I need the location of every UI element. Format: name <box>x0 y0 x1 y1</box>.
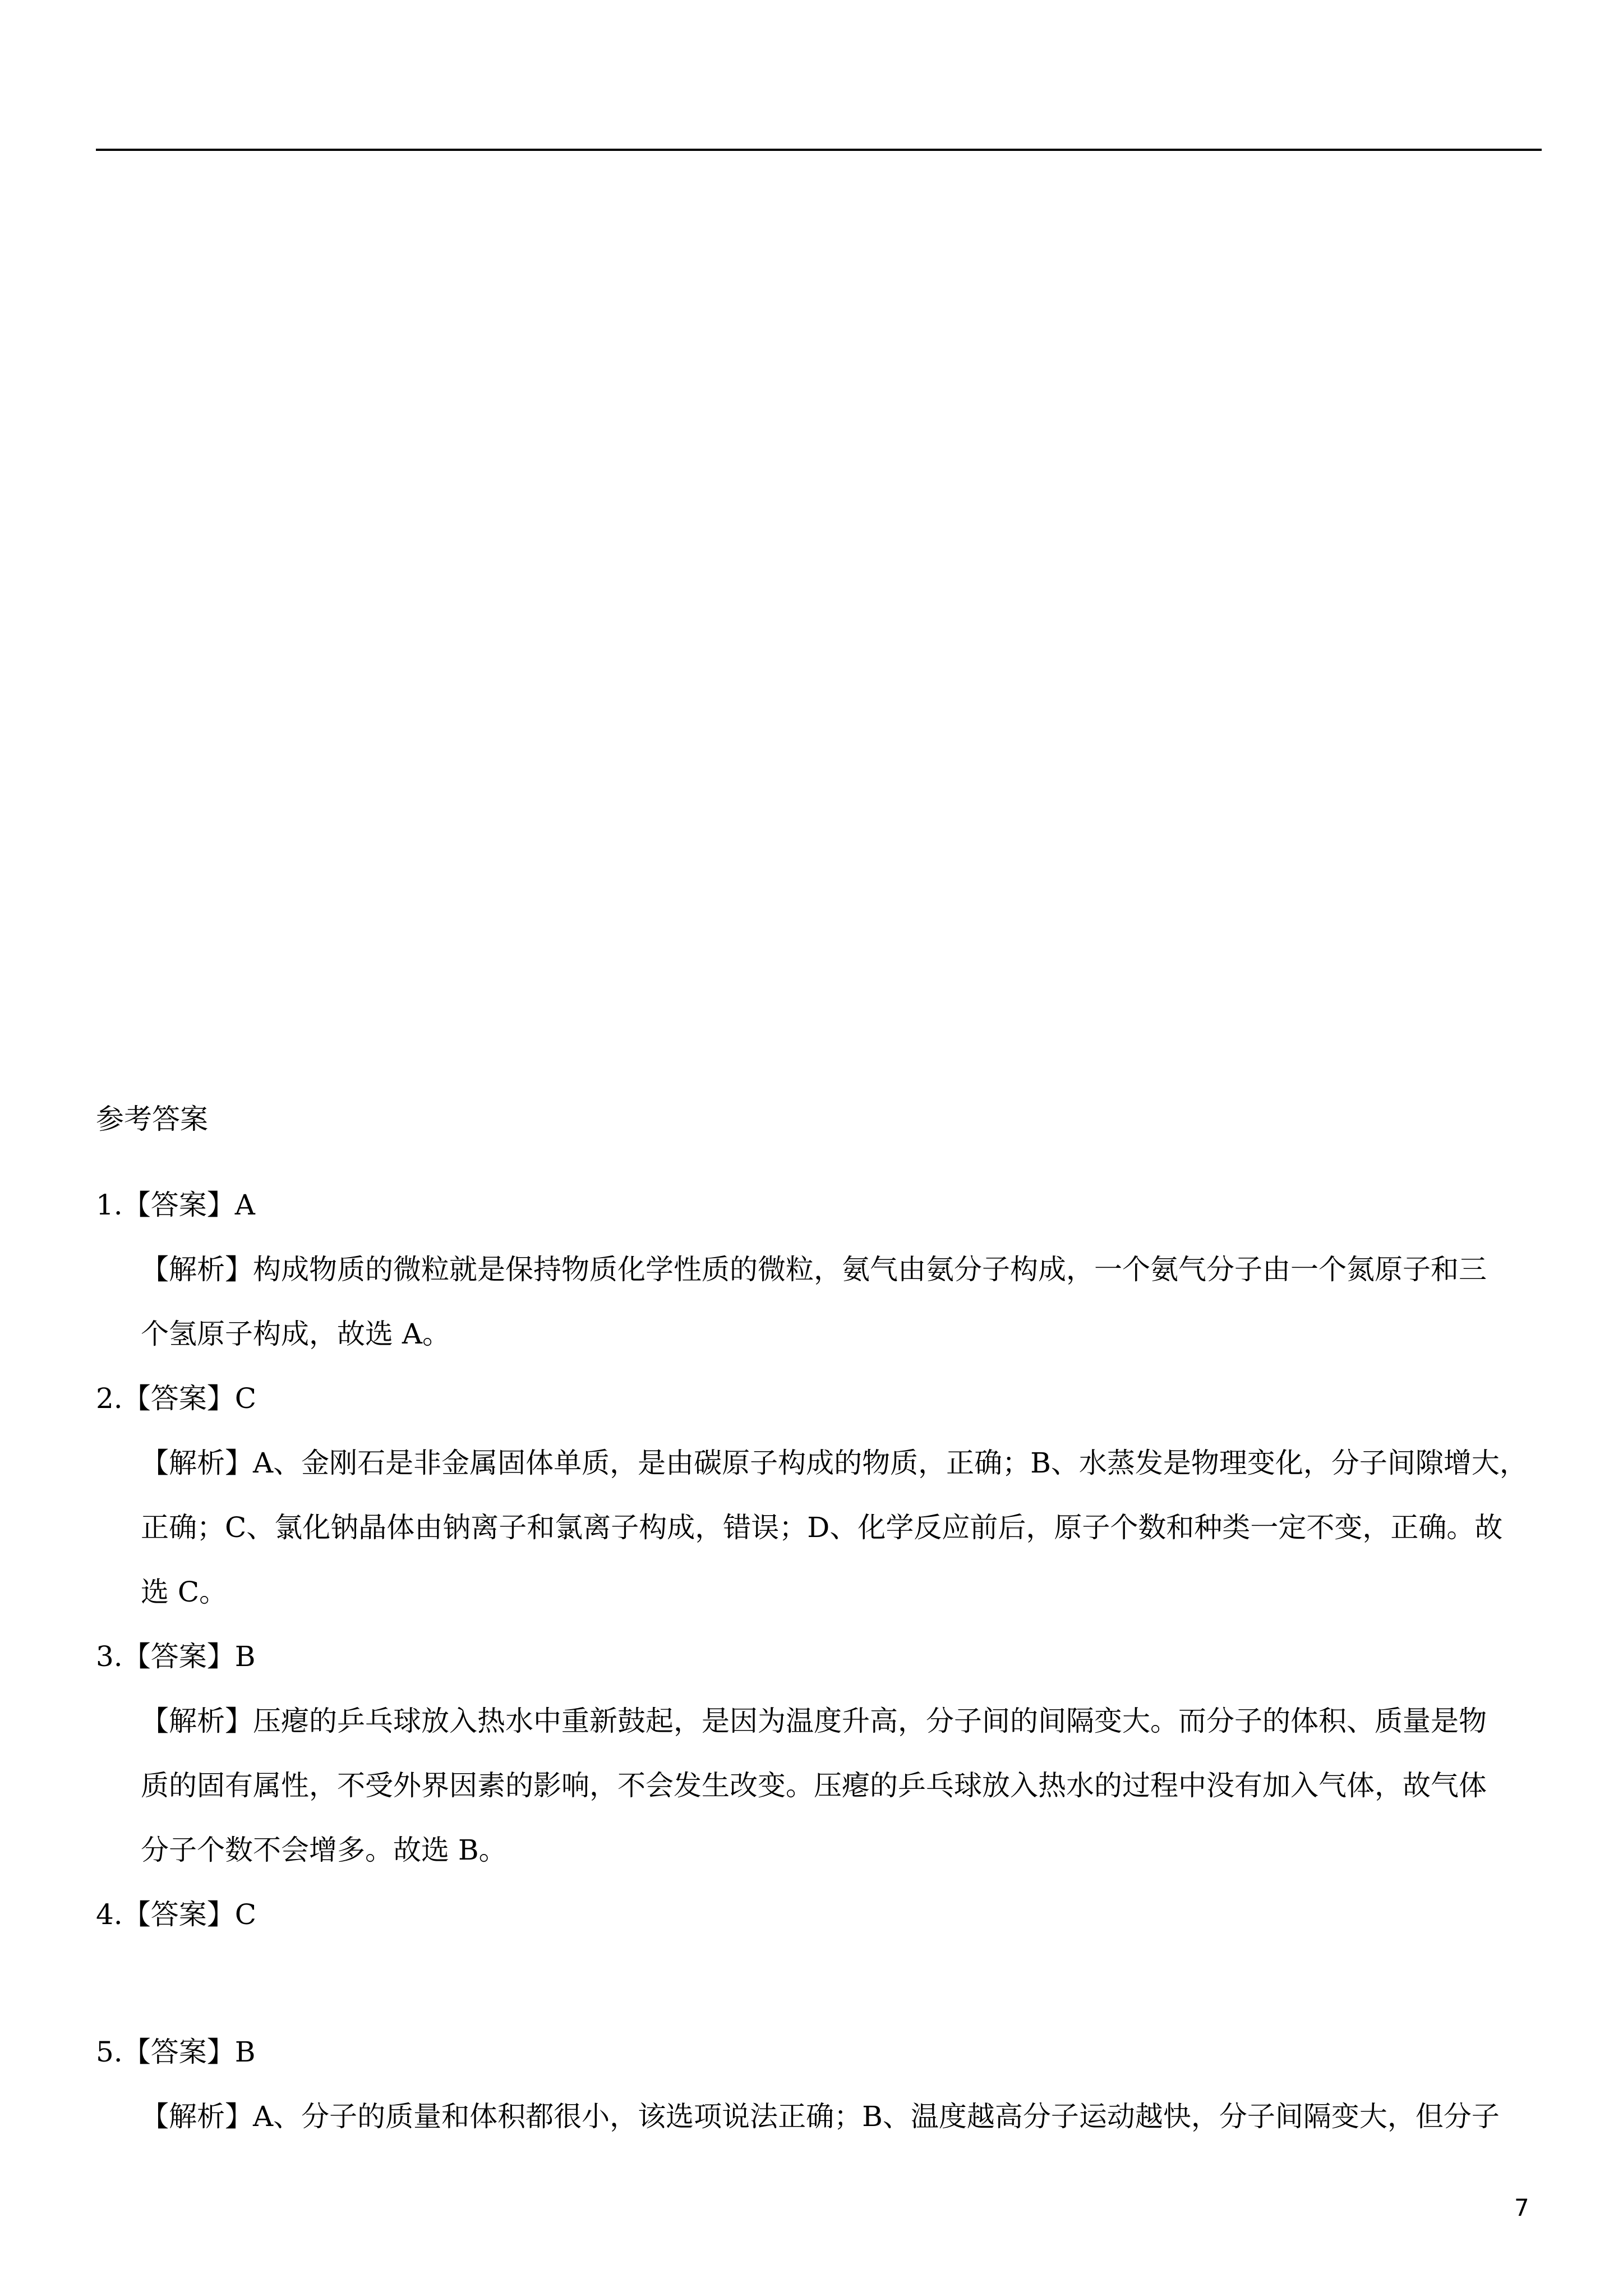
explanation-line: 【解析】A、金刚石是非金属固体单质，是由碳原子构成的物质，正确；B、水蒸发是物理变化，分子间隙增大， <box>141 1447 1528 1479</box>
explanation-line: 正确；C、氯化钠晶体由钠离子和氯离子构成，错误；D、化学反应前后，原子个数和种类一定不变，正确。故 <box>141 1511 1503 1544</box>
answer-1: 1.【答案】A <box>96 1189 255 1221</box>
explanation-1 <box>141 1255 1542 1384</box>
explanation-5 <box>141 2102 1542 2167</box>
header-rule <box>96 149 1542 151</box>
answer-4: 4.【答案】C <box>96 1898 256 1931</box>
answer-3: 3.【答案】B <box>96 1640 256 1673</box>
page-number: 7 <box>1514 2194 1529 2221</box>
explanation-line: 【解析】A、分子的质量和体积都很小，该选项说法正确；B、温度越高分子运动越快，分子间隔变大，但分子 <box>141 2100 1500 2133</box>
answer-2: 2.【答案】C <box>96 1382 256 1415</box>
explanation-3 <box>141 1707 1542 1901</box>
explanation-2 <box>141 1449 1542 1642</box>
explanation-line: 质的固有属性，不受外界因素的影响，不会发生改变。压瘪的乒乓球放入热水的过程中没有加入气体，故气体 <box>141 1769 1487 1802</box>
explanation-line: 选 C。 <box>141 1576 228 1608</box>
explanation-line: 个氢原子构成，故选 A。 <box>141 1318 451 1350</box>
section-title: 参考答案 <box>96 1103 208 1135</box>
explanation-line: 【解析】压瘪的乒乓球放入热水中重新鼓起，是因为温度升高，分子间的间隔变大。而分子的体积、质量是物 <box>141 1705 1487 1737</box>
explanation-line: 分子个数不会增多。故选 B。 <box>141 1834 507 1866</box>
answer-5: 5.【答案】B <box>96 2036 256 2068</box>
explanation-line: 【解析】构成物质的微粒就是保持物质化学性质的微粒，氨气由氨分子构成，一个氨气分子由一个氮原子和三 <box>141 1253 1487 1286</box>
